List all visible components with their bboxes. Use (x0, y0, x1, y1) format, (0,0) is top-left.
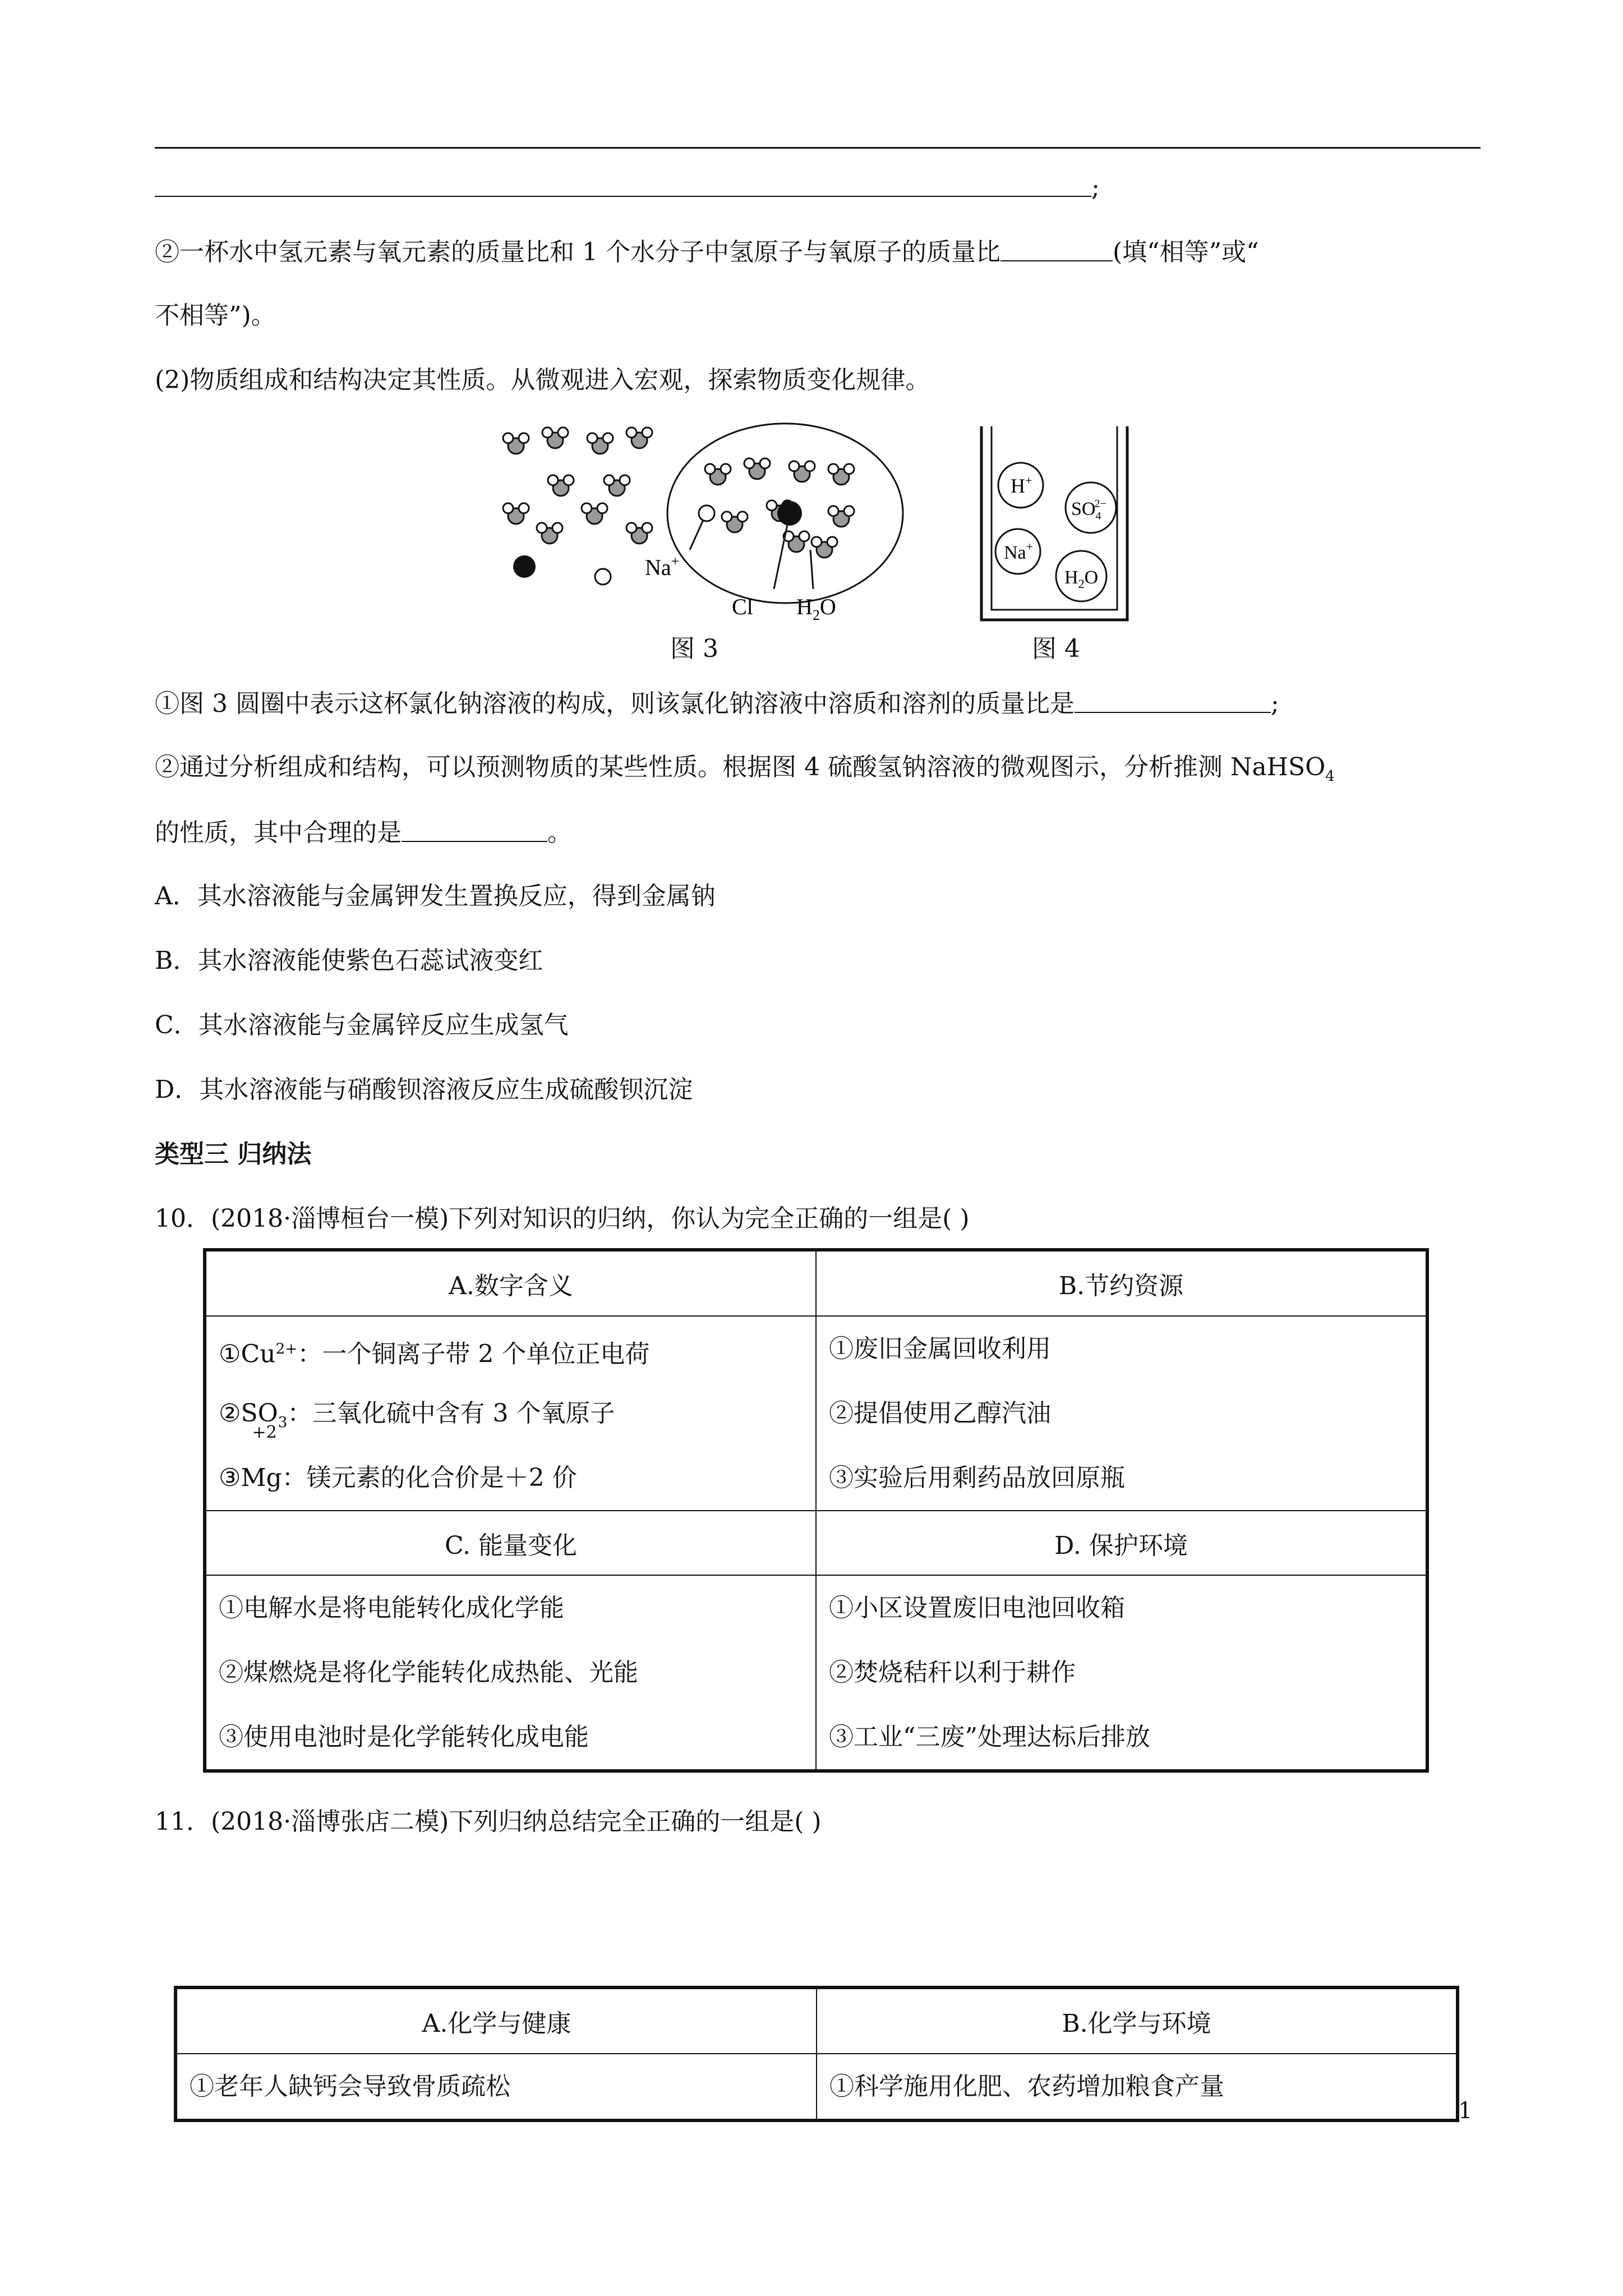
table11-head-a: A.化学与健康 (176, 1987, 817, 2054)
question-2-predict: ②通过分析组成和结构，可以预测物质的某些性质。根据图 4 硫酸氢钠溶液的微观图示，分析推测 NaHSO$_4$ (155, 753, 1335, 785)
water-molecule (587, 433, 613, 454)
table10-c2: ②煤燃烧是将化学能转化成热能、光能 (219, 1658, 638, 1687)
sodium-ion (595, 569, 611, 585)
figure-4-nahso4-solution (970, 424, 1138, 631)
fig4-so4-label: $SO_42-$ (1071, 498, 1106, 522)
water-molecule (744, 458, 770, 479)
table10-b3: ③实验后用剩药品放回原瓶 (829, 1464, 1125, 1492)
option-b[interactable]: B．其水溶液能使紫色石蕊试液变红 (155, 946, 543, 975)
table11-cell-a (176, 2054, 817, 2120)
fig4-na-label: Na+ (1004, 540, 1034, 563)
continuation-line: ; (155, 171, 1100, 203)
table10-b1: ①废旧金属回收利用 (829, 1335, 1051, 1363)
answer-blank (1000, 236, 1113, 261)
table10-head-d: D. 保护环境 (816, 1511, 1427, 1575)
water-molecule (828, 464, 854, 485)
water-molecule (626, 523, 652, 544)
fig3-na-label: Na+ (645, 553, 680, 580)
table10-d3: ③工业“三废”处理达标后排放 (829, 1723, 1150, 1751)
answer-blank (402, 816, 547, 842)
table10-a1: $①Cu^{2+}$：一个铜离子带 2 个单位正电荷 (219, 1340, 650, 1369)
chloride-ion (513, 555, 536, 578)
question-10-table (203, 1248, 1429, 1773)
question-2-predict-cont: 的性质，其中合理的是 。 (155, 816, 572, 848)
water-molecule (503, 503, 529, 524)
answer-blank (1075, 687, 1271, 713)
water-molecule (626, 427, 652, 448)
figure-4-caption: 图 4 (1032, 634, 1080, 663)
water-molecule (604, 475, 630, 496)
chloride-ion (777, 501, 802, 526)
table10-c1: ①电解水是将电能转化成化学能 (219, 1594, 564, 1622)
table10-head-b: B.节约资源 (816, 1250, 1427, 1316)
table10-cell-b (816, 1316, 1427, 1511)
question-11-table (174, 1986, 1459, 2122)
water-molecule (503, 433, 529, 454)
water-molecule (548, 475, 574, 496)
fig4-h2o-label: $H_2O$ (1064, 567, 1099, 591)
table11-head-b: B.化学与环境 (817, 1987, 1458, 2054)
question-ratio-cont: 不相等”)。 (155, 301, 276, 330)
water-molecule (811, 537, 837, 558)
table10-cell-c (205, 1575, 816, 1771)
fig3-cl-label: Cl− (732, 592, 762, 619)
table11-cell-b (817, 2054, 1458, 2120)
page-number: 1 (1458, 2098, 1473, 2124)
figure-3-nacl-solution (482, 415, 942, 639)
figure-3-caption: 图 3 (670, 634, 718, 663)
question-10: 10．(2018·淄博桓台一模)下列对知识的归纳，你认为完全正确的一组是( ) (155, 1204, 970, 1233)
water-molecule (828, 506, 854, 527)
table11-a1: ①老年人缺钙会导致骨质疏松 (190, 2072, 510, 2101)
table10-a3: ③ +2 Mg：镁元素的化合价是＋2 价 (219, 1423, 577, 1492)
table10-c3: ③使用电池时是化学能转化成电能 (219, 1723, 589, 1751)
table10-b2: ②提倡使用乙醇汽油 (829, 1399, 1051, 1428)
table10-cell-d (816, 1575, 1427, 1771)
water-molecule (582, 503, 607, 524)
water-molecule (722, 512, 748, 532)
water-molecule (705, 464, 731, 485)
water-molecule (783, 531, 809, 552)
table10-d1: ①小区设置废旧电池回收箱 (829, 1594, 1125, 1622)
option-d[interactable]: D．其水溶液能与硝酸钡溶液反应生成硫酸钡沉淀 (155, 1075, 693, 1104)
option-a[interactable]: A．其水溶液能与金属钾发生置换反应，得到金属钠 (155, 882, 716, 910)
fig3-h2o-label: $H_2O$ (796, 594, 836, 623)
table11-b1: ①科学施用化肥、农药增加粮食产量 (829, 2072, 1224, 2101)
option-c[interactable]: C．其水溶液能与金属锌反应生成氢气 (155, 1011, 569, 1039)
header-rule (155, 147, 1481, 149)
question-11: 11．(2018·淄博张店二模)下列归纳总结完全正确的一组是( ) (155, 1807, 822, 1836)
answer-blank (155, 171, 1091, 197)
h2o-circle (1056, 551, 1106, 601)
table10-head-a: A.数字含义 (205, 1250, 816, 1316)
question-1-ratio: ①图 3 圆圈中表示这杯氯化钠溶液的构成，则该氯化钠溶液中溶质和溶剂的质量比是 ; (155, 687, 1279, 719)
sodium-ion (699, 505, 714, 521)
part-2-intro: (2)物质组成和结构决定其性质。从微观进入宏观，探索物质变化规律。 (155, 366, 930, 394)
water-molecule (542, 427, 568, 448)
table10-a2: $②SO_3$：三氧化硫中含有 3 个氧原子 (219, 1399, 615, 1431)
section-heading: 类型三 归纳法 (155, 1140, 312, 1168)
table10-cell-a (205, 1316, 816, 1511)
question-ratio: ②一杯水中氢元素与氧元素的质量比和 1 个水分子中氢原子与氧原子的质量比 (填“相等”或“ (155, 236, 1259, 268)
water-molecule (537, 523, 562, 544)
table10-d2: ②焚烧秸秆以利于耕作 (829, 1658, 1076, 1687)
water-molecule (789, 461, 815, 482)
fig4-h-label: H+ (1011, 473, 1032, 497)
table10-head-c: C. 能量变化 (205, 1511, 816, 1575)
